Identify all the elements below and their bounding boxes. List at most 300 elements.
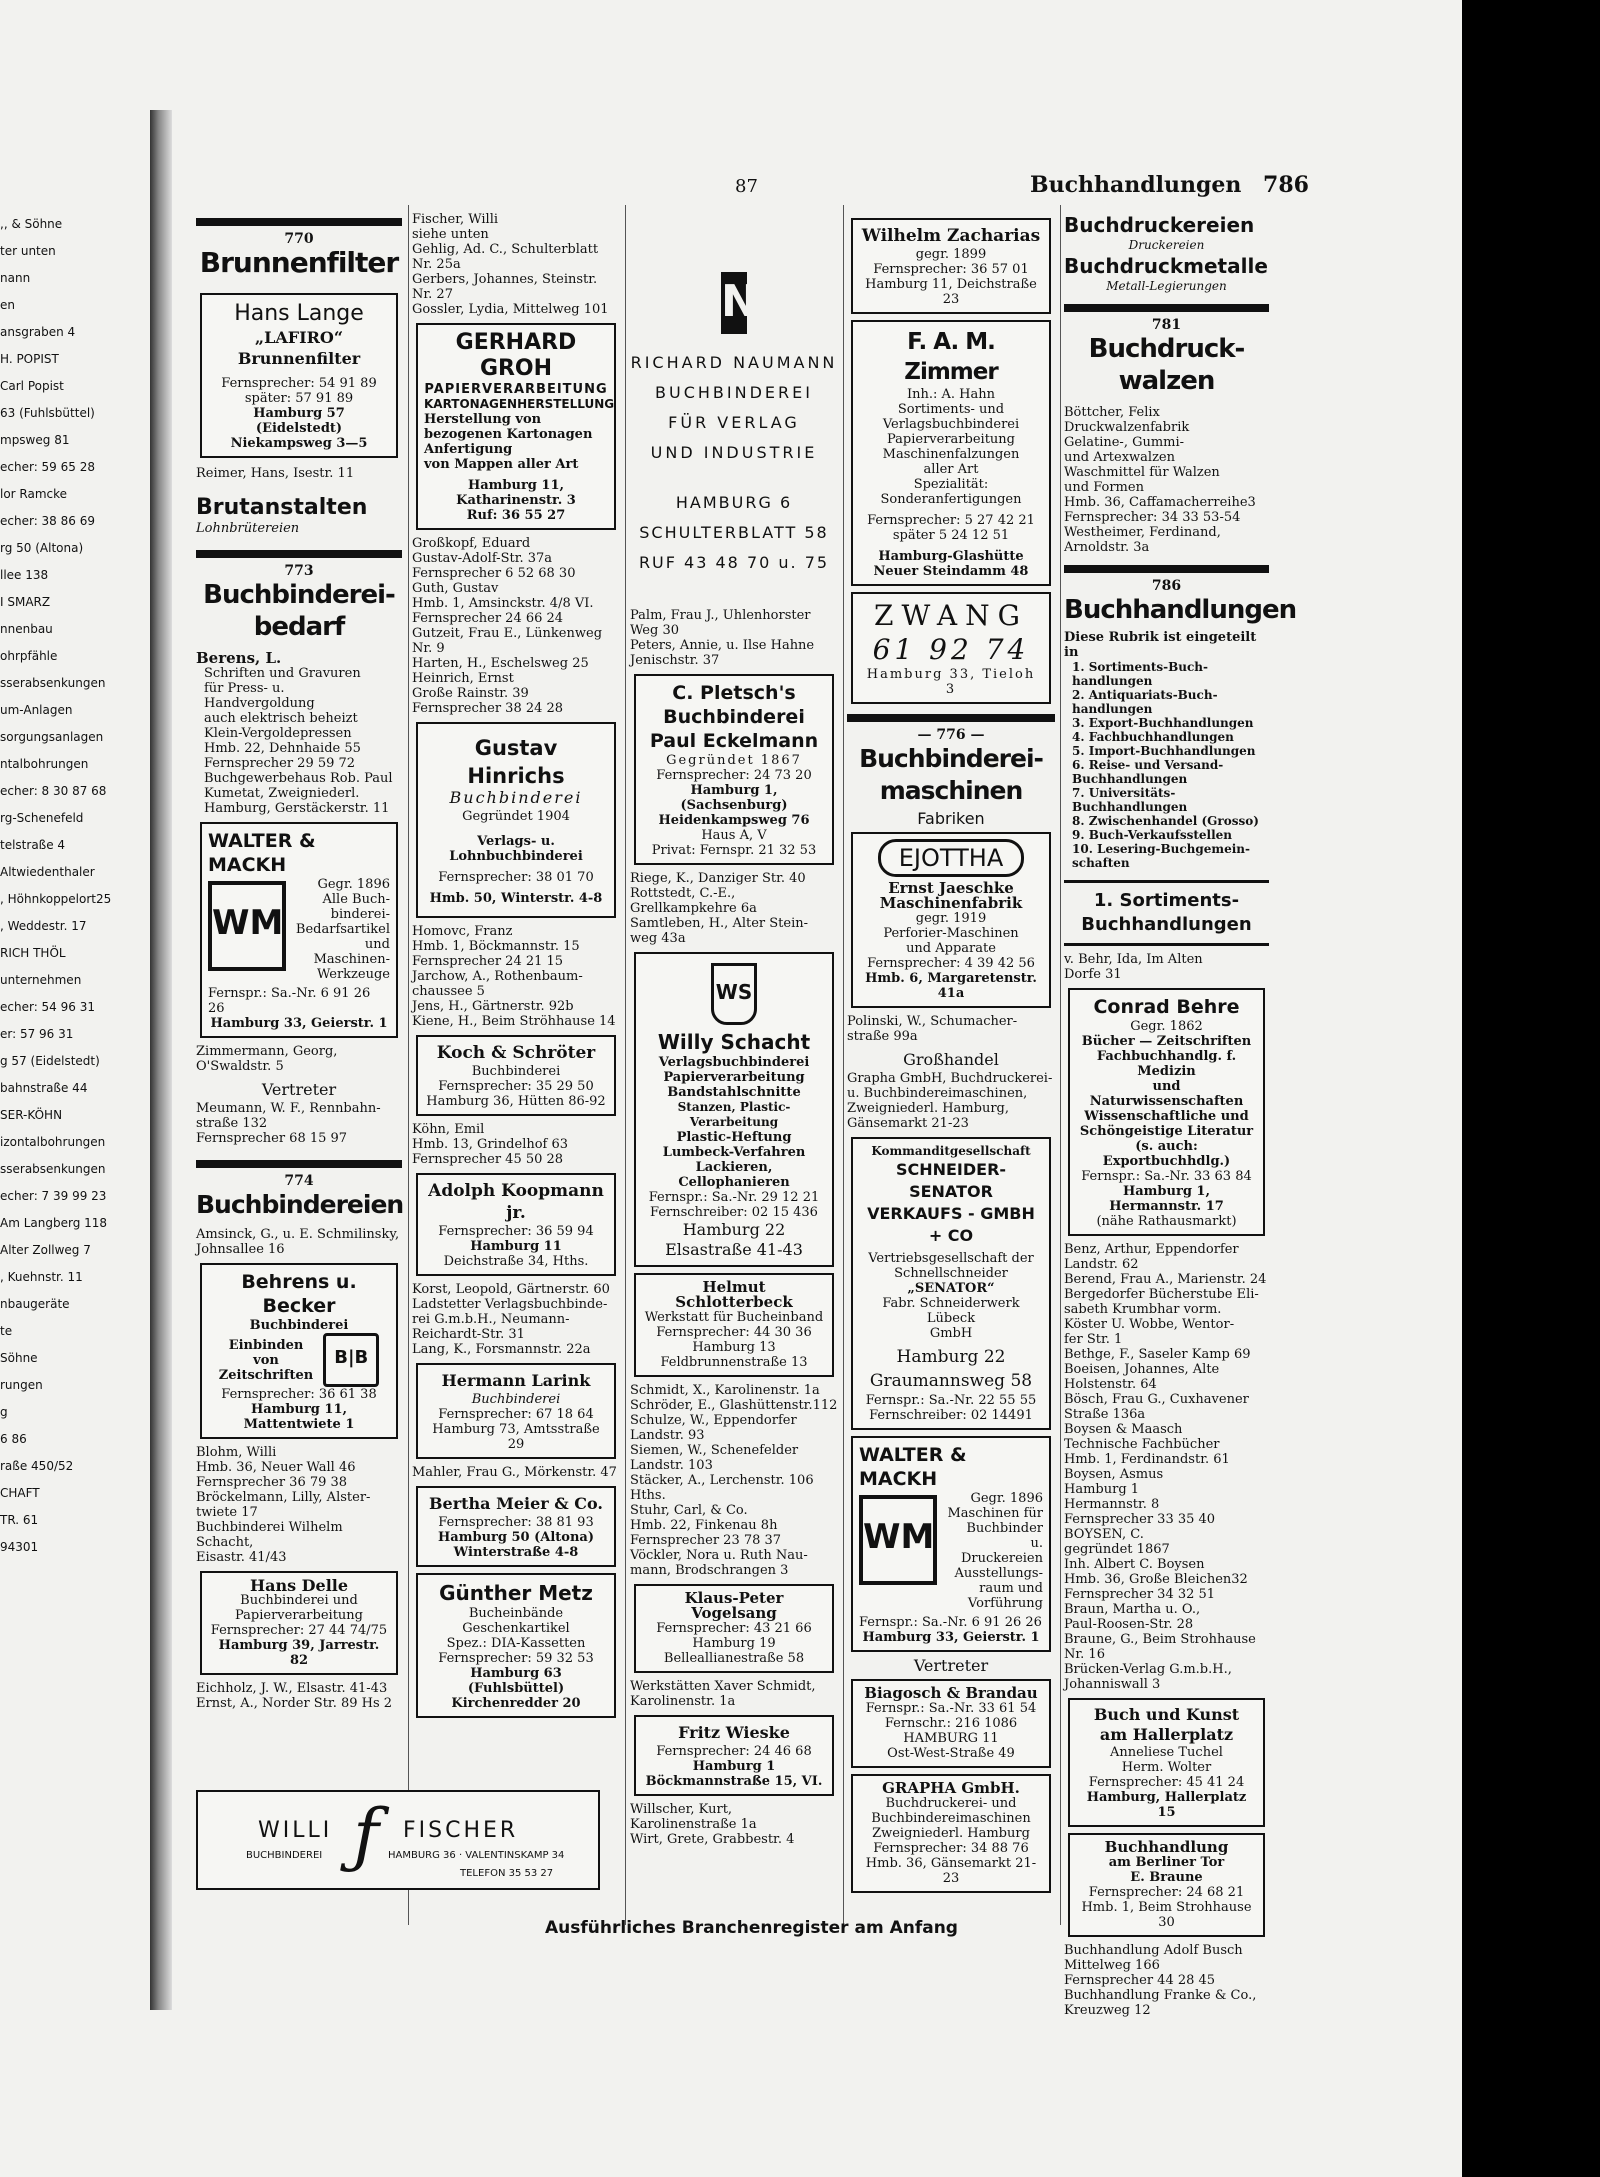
entry-line: Kiene, H., Beim Ströhhause 14 [412, 1014, 616, 1029]
ad-line: Fachbuchhandlg. f. Medizin [1096, 1049, 1237, 1079]
edge-line: um-Anlagen [0, 703, 73, 717]
entry-line: und Artexwalzen [1064, 450, 1176, 465]
ad-line: Schnellschneider [894, 1266, 1008, 1281]
rubric-title: Buchdruckmetalle [1064, 254, 1268, 278]
entry-line: Nr. 16 [1064, 1647, 1105, 1662]
ad-ejottha [851, 832, 1051, 1008]
ad-phone: Fernspr.: Sa.-Nr. 6 91 26 26 [208, 986, 371, 1016]
entry-name: Berens, L. [196, 649, 282, 667]
ad-kind: BUCHBINDEREI [246, 1850, 323, 1861]
ad-name-right: FISCHER [403, 1818, 519, 1843]
ad-name: GERHARD GROH [455, 330, 577, 381]
edge-line: 63 (Fuhlsbüttel) [0, 406, 95, 420]
edge-line: ansgraben 4 [0, 325, 76, 339]
entry-line: Fernsprecher 44 28 45 [1064, 1973, 1216, 1988]
entry-line: sabeth Krumbhar vorm. [1064, 1302, 1222, 1317]
ad-line: raum und [979, 1581, 1043, 1596]
edge-line: nbaugeräte [0, 1297, 70, 1311]
ad-owner: Inh.: A. Hahn [906, 387, 995, 402]
section-rule [1064, 943, 1269, 946]
ad-line: Gegr. 1896 [317, 877, 390, 892]
ad-line: Hamburg 63 (Fuhlsbüttel) [467, 1666, 565, 1696]
ws-logo-icon: WS [711, 963, 757, 1025]
entry-line: Fernsprecher 29 59 72 [204, 756, 356, 771]
ad-address: Hamburg 1, Hermannstr. 17 [1109, 1184, 1224, 1214]
ad-phone: Fernspr.: Sa.-Nr. 29 12 21 [648, 1190, 820, 1205]
ad-line: Werkzeuge [316, 967, 390, 982]
ad-line: aller Art [923, 462, 979, 477]
entry-line: rei G.m.b.H., Neumann- [412, 1312, 570, 1327]
entry-line: Buchhandlung Franke & Co., [1064, 1988, 1257, 2003]
ad-line: Gegr. 1896 [970, 1491, 1043, 1506]
ad-line: Herstellung von [424, 412, 542, 427]
ad-address: Hmb. 1, Beim Strohhause 30 [1081, 1900, 1252, 1930]
ad-gerhard-groh [416, 323, 616, 530]
edge-line: 94301 [0, 1540, 39, 1554]
edge-line: g [0, 1405, 8, 1419]
running-head [1030, 172, 1309, 198]
ad-address: Hamburg 33, Tieloh 3 [866, 667, 1036, 697]
category-item: 9. Buch-Verkaufsstellen [1072, 828, 1233, 842]
edge-line: ,, & Söhne [0, 217, 63, 231]
entry-line: Karolinenstraße 1a [630, 1817, 757, 1832]
rubric-subtitle: Metall-Legierungen [1106, 279, 1227, 293]
ad-name: Willy Schacht [657, 1030, 811, 1054]
ad-line: Hamburg 1 [692, 1759, 776, 1774]
ad-line: Buchbinderei und [240, 1593, 358, 1608]
vertreter-heading: Vertreter [261, 1080, 337, 1099]
entry-line: Homovc, Franz [412, 924, 513, 939]
entry-line: Berend, Frau A., Marienstr. 24 [1064, 1272, 1267, 1287]
ad-line: (s. auch: Exportbuchhdlg.) [1102, 1139, 1231, 1169]
section-title: Buchdruck-walzen [1088, 334, 1245, 396]
entry [847, 1071, 1055, 1131]
ad-line: RUF 43 48 70 u. 75 [638, 553, 830, 572]
grosshandel-heading: Großhandel [903, 1050, 999, 1069]
ad-address: Hamburg 57 (Eidelstedt) [253, 406, 345, 436]
ad-name-left: WILLI [258, 1818, 333, 1843]
ad-address: Hamburg 11, Deichstraße 23 [865, 277, 1037, 307]
entry-line: BOYSEN, C. [1064, 1527, 1144, 1542]
category-item: 7. Universitäts-Buchhandlungen [1072, 786, 1188, 814]
ad-phone: Fernsprecher: 4 39 42 56 [867, 956, 1035, 971]
ad-line: Vertriebsgesellschaft der [868, 1251, 1034, 1266]
section-title: Brunnenfilter [199, 246, 399, 279]
ad-line: Stanzen, Plastic-Verarbeitung [677, 1100, 791, 1129]
edge-line: unternehmen [0, 973, 82, 987]
ad-line: E. Braune [1130, 1870, 1203, 1885]
entry-line: Fernsprecher 68 15 97 [196, 1131, 348, 1146]
entry: Mahler, Frau G., Mörkenstr. 47 [412, 1465, 617, 1480]
section-number: 770 [284, 231, 314, 247]
wm-logo-icon: WM [859, 1495, 937, 1585]
entry-line: Fernsprecher 24 21 15 [412, 954, 564, 969]
entry-line: Wirt, Grete, Grabbestr. 4 [630, 1832, 795, 1847]
ad-line: Kommanditgesellschaft [871, 1144, 1031, 1158]
entry-line: Fernsprecher 36 79 38 [196, 1475, 348, 1490]
ad-line: Winterstraße 4-8 [453, 1545, 579, 1560]
rubric-title: Brutanstalten [196, 495, 368, 520]
entry-line: Riege, K., Danziger Str. 40 [630, 871, 806, 886]
ad-line: „SENATOR“ [907, 1281, 995, 1296]
ad-city: Hamburg 22 [682, 1220, 786, 1239]
ad-line: Einbinden [228, 1337, 304, 1353]
ad-line: Buchbinder [966, 1521, 1043, 1536]
ad-willi-fischer [196, 1790, 600, 1890]
edge-line: ter unten [0, 244, 56, 258]
ad-line: Buch und Kunst [1093, 1705, 1240, 1724]
page-gutter [150, 110, 172, 2010]
entry-line: Große Rainstr. 39 [412, 686, 529, 701]
entry-line: Westheimer, Ferdinand, [1064, 525, 1221, 540]
rubric-subtitle: Lohnbrütereien [196, 521, 300, 536]
ad-lines [859, 402, 1043, 507]
category-item: 8. Zwischenhandel (Grosso) [1072, 814, 1259, 828]
edge-line: Carl Popist [0, 379, 64, 393]
edge-line: echer: 38 86 69 [0, 514, 95, 528]
ad-name: Koch & Schröter [436, 1043, 596, 1063]
entry-line: Fernsprecher 45 50 28 [412, 1152, 564, 1167]
entry-list [630, 1679, 838, 1709]
entry-line: Jarchow, A., Rothenbaum- [412, 969, 583, 984]
entry-line: Willscher, Kurt, [630, 1802, 733, 1817]
ad-street: Feldbrunnenstraße 13 [660, 1355, 808, 1370]
ad-line: bezogenen Kartonagen [424, 427, 593, 442]
ad-line: Hamburg 11 [470, 1239, 562, 1254]
edge-line: te [0, 1324, 13, 1338]
section-rule [847, 714, 1055, 722]
entry-list [1064, 1943, 1269, 2018]
ad-line: RICHARD NAUMANN [630, 353, 838, 372]
ad-line: (nähe Rathausmarkt) [1096, 1214, 1237, 1229]
ad-name: Wilhelm Zacharias [861, 226, 1041, 246]
entry-line: für Press- u. [204, 681, 285, 696]
ad-address: Hmb. 36, Gänsemarkt 21-23 [865, 1856, 1037, 1886]
entry-line: auch elektrisch beheizt [204, 711, 358, 726]
ad-walter-mackh-2 [851, 1436, 1051, 1652]
ad-line: Hamburg-Glashütte [878, 549, 1024, 564]
entry-line: Landstr. 93 [630, 1428, 705, 1443]
ad-line: Anneliese Tuchel [1110, 1745, 1223, 1760]
column-5 [1064, 212, 1297, 2018]
entry-list [412, 1122, 620, 1167]
entry-line: Hmb. 36, Neuer Wall 46 [196, 1460, 356, 1475]
ad-gustav-hinrichs [416, 722, 616, 918]
running-head-section: Buchhandlungen [1030, 172, 1242, 198]
ad-street: Neuer Steindamm 48 [873, 564, 1029, 579]
entry-line: Jens, H., Gärtnerstr. 92b [412, 999, 574, 1014]
edge-line: , Weddestr. 17 [0, 919, 87, 933]
ad-kind: Buchbinderei [471, 1064, 561, 1079]
ad-name: Helmut Schlotterbeck [675, 1278, 793, 1311]
ad-address-lines [630, 488, 838, 578]
entry-line: Benz, Arthur, Eppendorfer [1064, 1242, 1239, 1257]
section-rule [196, 1160, 402, 1168]
ad-line: PAPIERVERARBEITUNG [424, 382, 608, 397]
ad-hermann-larink [416, 1363, 616, 1459]
entry-line: Weg 30 [630, 623, 679, 638]
ad-kind: Buchbinderei [449, 788, 583, 807]
edge-line: 6 86 [0, 1432, 27, 1446]
entry-line: Braun, Martha u. O., [1064, 1602, 1201, 1617]
entry [196, 1445, 402, 1565]
entry-line: Meumann, W. F., Rennbahn- [196, 1101, 381, 1116]
ad-telex: Fernschreiber: 02 15 436 [650, 1205, 818, 1220]
entry-line: Fernsprecher 6 52 68 30 [412, 566, 576, 581]
ad-name: Gustav Hinrichs [467, 736, 565, 788]
entry-line: Amsinck, G., u. E. Schmilinsky, [196, 1227, 400, 1242]
ad-hans-delle [200, 1571, 398, 1675]
ad-address: Hamburg, Hallerplatz 15 [1086, 1790, 1247, 1820]
ad-lines [1076, 1034, 1257, 1169]
edge-line: er: 57 96 31 [0, 1027, 74, 1041]
ad-kind: Brunnenfilter [237, 349, 361, 368]
ad-line: FÜR VERLAG [668, 413, 800, 432]
ad-street: Böckmannstraße 15, VI. [645, 1774, 823, 1789]
entry-line: Brücken-Verlag G.m.b.H., [1064, 1662, 1232, 1677]
section-number: — 776 — [917, 727, 985, 743]
ad-phone: Fernsprecher: 59 32 53 [438, 1651, 594, 1666]
edge-line: echer: 54 96 31 [0, 1000, 95, 1014]
edge-line: ohrpfähle [0, 649, 58, 663]
ad-line: HAMBURG 6 [675, 493, 793, 512]
edge-line: , Kuehnstr. 11 [0, 1270, 83, 1284]
entry [196, 1044, 402, 1074]
ad-line: Sonderanfertigungen [880, 492, 1022, 507]
entry-list [412, 1282, 620, 1357]
entry-line: Blohm, Willi [196, 1445, 277, 1460]
ad-name: Bertha Meier & Co. [429, 1494, 603, 1513]
ad-line: Papierverarbeitung [235, 1608, 363, 1623]
entry [196, 1227, 402, 1257]
edge-line: I SMARZ [0, 595, 51, 609]
entry-line: Großkopf, Eduard [412, 536, 531, 551]
ad-line: Verlagsbuchbinderei [658, 1055, 810, 1070]
ad-fritz-wieske [634, 1715, 834, 1796]
entry-line: Eichholz, J. W., Elsastr. 41-43 [196, 1681, 388, 1696]
entry-line: Stuhr, Carl, & Co. [630, 1503, 748, 1518]
entry [1064, 952, 1269, 982]
entry-line: Zweigniederl. Hamburg, [847, 1101, 1009, 1116]
entry-line: Kumetat, Zweigniederl. [204, 786, 360, 801]
entry-line: Hermannstr. 8 [1064, 1497, 1160, 1512]
edge-line: sorgungsanlagen [0, 730, 104, 744]
entry-line: weg 43a [630, 931, 686, 946]
ad-phone: Fernsprecher: 24 46 68 [656, 1744, 812, 1759]
ad-name: Hans Lange [234, 301, 364, 326]
ad-line: Ausstellungs- [954, 1566, 1043, 1581]
entry-line: Kreuzweg 12 [1064, 2003, 1151, 2018]
column-rule [1060, 205, 1061, 1925]
entry-line: Köhn, Emil [412, 1122, 485, 1137]
edge-line: H. POPIST [0, 352, 59, 366]
ad-line: Buchhandlung [1104, 1838, 1229, 1856]
edge-line: Altwiedenthaler [0, 865, 95, 879]
ad-line: Bedarfsartikel [295, 922, 390, 937]
entry-line: Hmb. 36, Caffamacherreihe3 [1064, 495, 1256, 510]
entry-line: O'Swaldstr. 5 [196, 1059, 284, 1074]
entry-list [412, 212, 620, 317]
entry-line: Nr. 27 [412, 287, 453, 302]
entry-line: gegründet 1867 [1064, 1542, 1170, 1557]
edge-line: Am Langberg 118 [0, 1216, 108, 1230]
ad-klaus-peter-vogelsang [634, 1584, 834, 1673]
entry-line: Fischer, Willi [412, 212, 499, 227]
ad-founded: Gegr. 1862 [1130, 1019, 1203, 1034]
ad-hans-lange [200, 293, 398, 458]
ad-address: Hamburg 33, Geierstr. 1 [210, 1016, 388, 1031]
ad-city: Hamburg 22 [896, 1347, 1006, 1367]
ad-zwang [851, 592, 1051, 704]
ad-name: Adolph Koopmann jr. [428, 1181, 604, 1223]
ad-line: Fabr. Schneiderwerk Lübeck [882, 1296, 1020, 1326]
entry-line: Gustav-Adolf-Str. 37a [412, 551, 553, 566]
entry-line: Dorfe 31 [1064, 967, 1122, 982]
ad-adolph-koopmann [416, 1173, 616, 1276]
entry-line: Hmb. 13, Grindelhof 63 [412, 1137, 569, 1152]
subsection-title: 1. Sortiments-Buchhandlungen [1081, 890, 1252, 935]
ad-phone: Fernsprecher: 5 27 42 21 [867, 513, 1035, 528]
entry-line: Schriften und Gravuren [204, 666, 361, 681]
ad-address: Hamburg 11, Katharinenstr. 3 [456, 478, 576, 508]
entry [847, 1014, 1055, 1044]
section-subtitle: Fabriken [917, 809, 985, 828]
edge-line: Alter Zollweg 7 [0, 1243, 91, 1257]
ad-line: Kirchenredder 20 [451, 1696, 581, 1711]
entry-line: Schulze, W., Eppendorfer [630, 1413, 797, 1428]
ad-name: Günther Metz [439, 1581, 593, 1605]
edge-line: rg-Schenefeld [0, 811, 84, 825]
entry-line: Hamburg, Gerstäckerstr. 11 [204, 801, 390, 816]
ad-line: UND INDUSTRIE [650, 443, 818, 462]
entry-line: Palm, Frau J., Uhlenhorster [630, 608, 811, 623]
ad-line: Verlagsbuchbinderei [882, 417, 1020, 432]
entry [196, 1681, 402, 1711]
entry-line: Lang, K., Forsmannstr. 22a [412, 1342, 591, 1357]
ad-fam-zimmer [851, 320, 1051, 586]
entry-line: Böttcher, Felix [1064, 405, 1160, 420]
ad-line: Schöngeistige Literatur [1079, 1124, 1254, 1139]
section-intro: Diese Rubrik ist eingeteilt in [1064, 630, 1257, 660]
ad-biagosch-brandau [851, 1679, 1051, 1768]
entry-line: Fernsprecher 23 78 37 [630, 1533, 782, 1548]
edge-line: lor Ramcke [0, 487, 68, 501]
ad-line: HAMBURG 11 [903, 1731, 999, 1746]
entry-line: Buchhandlung Adolf Busch [1064, 1943, 1243, 1958]
edge-line: izontalbohrungen [0, 1135, 106, 1149]
category-item: 5. Import-Buchhandlungen [1072, 744, 1256, 758]
entry-line: Nr. 9 [412, 641, 445, 656]
ad-name: EJOTTHA [878, 839, 1025, 877]
edge-line: echer: 7 39 99 23 [0, 1189, 107, 1203]
ad-line: Anfertigung [424, 442, 513, 457]
ad-phone: Fernsprecher: 36 57 01 [873, 262, 1029, 277]
edge-line: g 57 (Eidelstedt) [0, 1054, 100, 1068]
ad-line: Herm. Wolter [1121, 1760, 1212, 1775]
entry-line: Stäcker, A., Lerchenstr. 106 [630, 1473, 814, 1488]
ad-address: Hamburg 39, Jarrestr. 82 [218, 1638, 380, 1668]
ad-address: Hmb. 50, Winterstr. 4-8 [429, 891, 603, 906]
entry-line: Reichardt-Str. 31 [412, 1327, 525, 1342]
edge-line: ntalbohrungen [0, 757, 89, 771]
entry-line: Boysen & Maasch [1064, 1422, 1183, 1437]
ad-line: Haus A, V [701, 828, 767, 843]
ad-line: Buchbindereimaschinen [871, 1811, 1031, 1826]
edge-line: CHAFT [0, 1486, 40, 1500]
ad-line: Maschinenfabrik [879, 894, 1023, 912]
entry-list [630, 608, 838, 668]
edge-line: nnenbau [0, 622, 53, 636]
entry-line: Korst, Leopold, Gärtnerstr. 60 [412, 1282, 610, 1297]
entry-list [1064, 1242, 1269, 1692]
ad-phone: Fernsprecher: 45 41 24 [1088, 1775, 1245, 1790]
ad-telex: Fernschr.: 216 1086 [884, 1716, 1018, 1731]
entry-line: Nr. 25a [412, 257, 461, 272]
category-item: 10. Lesering-Buchgemein-schaften [1072, 842, 1251, 870]
entry-line: Guth, Gustav [412, 581, 499, 596]
ad-phone: Fernsprecher: 54 91 89 [221, 376, 377, 391]
entry-line: Gossler, Lydia, Mittelweg 101 [412, 302, 609, 317]
ad-phone-later: später: 57 91 89 [244, 391, 354, 406]
entry-line: Vöckler, Nora u. Ruth Nau- [630, 1548, 808, 1563]
ad-name: SCHNEIDER-SENATOR [895, 1160, 1007, 1201]
ad-details [294, 877, 390, 982]
edge-line: nann [0, 271, 31, 285]
ad-grapha-gmbh [851, 1774, 1051, 1893]
ad-name: Paul Eckelmann [649, 730, 819, 752]
ad-address: Hamburg 1, (Sachsenburg) [680, 783, 788, 813]
ad-phone: Fernsprecher: 44 30 36 [656, 1325, 812, 1340]
edge-line: rungen [0, 1378, 43, 1392]
ad-line: Spezialität: [913, 477, 989, 492]
ad-line: und Naturwissenschaften [1089, 1079, 1244, 1109]
ad-name: Biagosch & Brandau [864, 1684, 1038, 1702]
entry-line: u. Buchbindereimaschinen, [847, 1086, 1028, 1101]
edge-line: TR. 61 [0, 1513, 39, 1527]
entry-line: Fernsprecher 33 35 40 [1064, 1512, 1216, 1527]
ad-kind: Buchbinderei [249, 1318, 349, 1333]
ad-street: Graumannsweg 58 [869, 1371, 1033, 1391]
entry-line: Gerbers, Johannes, Steinstr. [412, 272, 598, 287]
ad-phone: Fernsprecher: 38 81 93 [438, 1515, 594, 1530]
ad-line: Hamburg 19 [692, 1636, 776, 1651]
entry [196, 1101, 402, 1146]
ad-address: Hamburg 36, Hütten 86-92 [426, 1094, 606, 1109]
ad-line: Buchbinderei [663, 706, 805, 728]
ad-details [945, 1491, 1043, 1611]
entry-list [1064, 405, 1269, 555]
book-logo-icon: B|B [323, 1333, 379, 1387]
entry-line: twiete 17 [196, 1505, 258, 1520]
ad-line: Lackieren, Cellophanieren [678, 1160, 790, 1190]
entry-line: Arnoldstr. 3a [1064, 540, 1150, 555]
section-number: 773 [284, 563, 314, 579]
ad-line: und Maschinen- [313, 937, 390, 967]
ad-line: Geschenkartikel [462, 1621, 570, 1636]
entry-line: Siemen, W., Schenefelder [630, 1443, 799, 1458]
ad-line: Buchdruckerei- und [885, 1796, 1017, 1811]
entry-line: Johnsallee 16 [196, 1242, 285, 1257]
entry-line: Hmb. 1, Amsinckstr. 4/8 VI. [412, 596, 594, 611]
entry-list [630, 1383, 838, 1578]
ad-richard-naumann [630, 212, 838, 578]
ad-address: Hamburg 11, Mattentwiete 1 [243, 1402, 355, 1432]
ad-phone: Fernsprecher: 24 68 21 [1088, 1885, 1245, 1900]
ad-name: ZWANG [874, 599, 1028, 632]
ad-phone: Fernsprecher: 38 01 70 [438, 870, 594, 885]
ad-line: Ernst Jaeschke [888, 879, 1014, 897]
column-rule [408, 205, 409, 1925]
